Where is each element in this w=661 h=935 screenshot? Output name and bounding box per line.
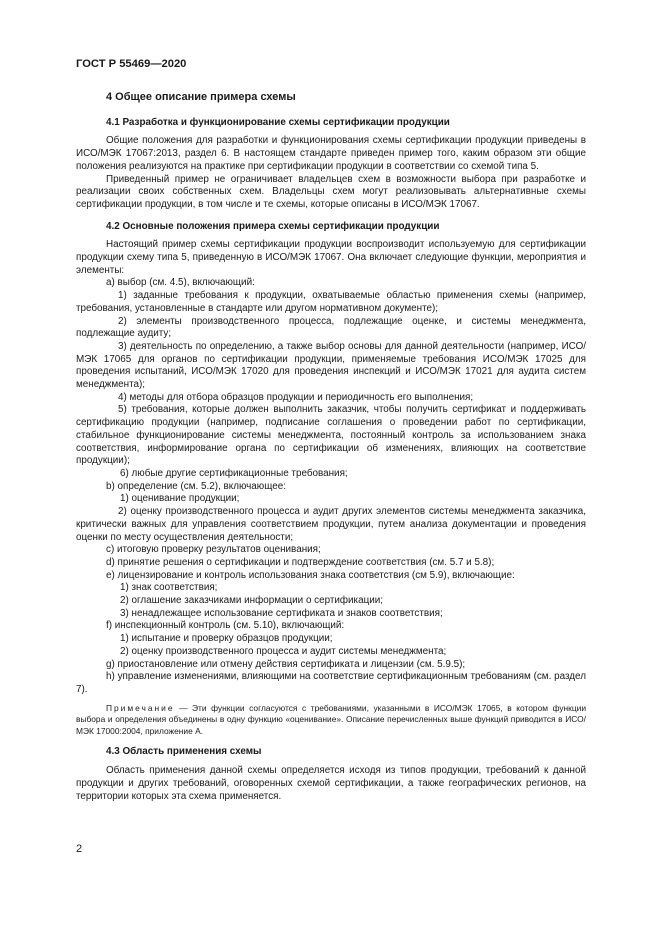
- note-label: Примечание: [106, 702, 175, 713]
- sub-list-item: 2) элементы производственного процесса, подлежащие оценке, и системы менеджмента, подлежащие аудиту;: [76, 315, 586, 340]
- sub-list-item: 2) оценку производственного процесса и аудит системы менеджмента;: [120, 645, 447, 657]
- list-item: а) выбор (см. 4.5), включающий:: [106, 277, 255, 289]
- list-item: h) управление изменениями, влияющими на соответствие сертификационным требованиям (см. раздел 7).: [76, 671, 586, 695]
- document-body: [76, 91, 586, 803]
- section-4-2-heading: 4.2 Основные положения примера схемы сертификации продукции: [106, 220, 440, 232]
- sub-list-item: 2) оглашение заказчиками информации о сертификации;: [120, 595, 384, 607]
- sub-list-item: 1) заданные требования к продукции, охватываемые областью применения схемы (например, требования, установленные в стандарте или другом нормативном документе);: [76, 290, 586, 314]
- sub-list-item: 1) испытание и проверку образцов продукции;: [120, 633, 333, 645]
- sub-list-item: 1) оценивание продукции;: [120, 493, 240, 505]
- sub-list-item: 6) любые другие сертификационные требования;: [120, 467, 348, 479]
- list-item: е) лицензирование и контроль использования знака соответствия (см 5.9), включающие:: [106, 569, 515, 581]
- note-text: — Эти функции согласуются с требованиями, указанными в ИСО/МЭК 17065, в котором функции выбора и определения объединены в одну функцию «оценивание». Описание перечисленных выше функций приводится в ИСО/МЭК 17000:2004, приложение А.: [76, 702, 586, 736]
- section-4-1-heading: 4.1 Разработка и функционирование схемы сертификации продукции: [106, 116, 450, 128]
- paragraph: Область применения данной схемы определяется исходя из типов продукции, требований к данной продукции и других требований, оговоренных схемой сертификации, а также географических регионов, на территории которых эта схема применяется.: [76, 765, 586, 802]
- sub-list-item: 5) требования, которые должен выполнить заказчик, чтобы получить сертификат и поддерживать сертификацию продукции (например, подписание соглашения о проведении работ по сертификации, стабильное функционирование системы менеджмента, постоянный контроль за использованием знака соответствия, информирование органа по сертификации об изменениях, влияющих на соответствие продукции);: [76, 404, 586, 467]
- note: [76, 703, 586, 738]
- list-item: f) инспекционный контроль (см. 5.10), включающий:: [106, 620, 345, 632]
- sub-list-item: 3) ненадлежащее использование сертификата и знаков соответствия;: [120, 607, 443, 619]
- page-number: 2: [76, 843, 83, 855]
- document-header: ГОСТ Р 55469—2020: [76, 58, 187, 70]
- paragraph: Общие положения для разработки и функционирования схемы сертификации продукции приведены в ИСО/МЭК 17067:2013, раздел 6. В настоящем стандарте приведен пример того, каким образом эти общие положения реализуются на практике при сертификации продукции в соответствии со схемой типа 5.: [76, 135, 586, 172]
- section-4-3-heading: 4.3 Область применения схемы: [106, 746, 262, 758]
- section-4-heading: 4 Общее описание примера схемы: [106, 91, 296, 103]
- list-item: d) принятие решения о сертификации и подтверждение соответствия (см. 5.7 и 5.8);: [106, 556, 495, 568]
- paragraph: Настоящий пример схемы сертификации продукции воспроизводит используемую для сертификации продукции схему типа 5, приведенную в ИСО/МЭК 17067. Она включает следующие функции, мероприятия и элементы:: [76, 239, 586, 276]
- list-item: b) определение (см. 5.2), включающее:: [106, 480, 286, 492]
- list-item: с) итоговую проверку результатов оценивания;: [106, 544, 321, 556]
- list-item: g) приостановление или отмену действия сертификата и лицензии (см. 5.9.5);: [106, 658, 466, 670]
- sub-list-item: 3) деятельность по определению, а также выбор основы для данной деятельности (например, ИСО/МЭК 17065 для органов по сертификации продукции, применяемые требования ИСО/МЭК 17025 для проведения испытаний, ИСО/МЭК 17020 для проведения инспекций и ИСО/МЭК 17021 для аудита систем менеджмента);: [76, 340, 586, 391]
- sub-list-item: 1) знак соответствия;: [120, 582, 218, 594]
- sub-list-item: 2) оценку производственного процесса и аудит других элементов системы менеджмента заказчика, критически важных для управления соответствием продукции, путем анализа документации и проведения оценки по месту осуществления деятельности;: [76, 506, 586, 543]
- sub-list-item: 4) методы для отбора образцов продукции и периодичность его выполнения;: [118, 391, 474, 403]
- paragraph: Приведенный пример не ограничивает владельцев схем в возможности выбора при разработке и реализации своих собственных схем. Владельцы схем могут реализовывать альтернативные схемы сертификации продукции, в том числе и те схемы, которые описаны в ИСО/МЭК 17067.: [76, 173, 586, 210]
